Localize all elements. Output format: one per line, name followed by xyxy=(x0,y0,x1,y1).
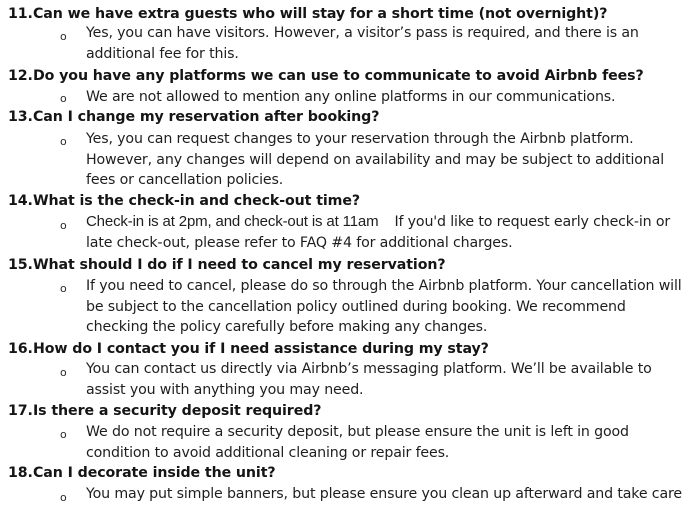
faq-answer-13 xyxy=(86,129,686,191)
answer-line: We are not allowed to mention any online platforms in our communications. xyxy=(86,89,616,105)
faq-number: 13. xyxy=(8,109,33,125)
faq-question-14 xyxy=(8,193,360,209)
answer-line: However, any changes will depend on availability and may be subject to additional xyxy=(86,151,664,168)
bullet-icon: o xyxy=(60,491,67,504)
faq-answer-17 xyxy=(86,422,686,463)
answer-line: checking the policy carefully before making any changes. xyxy=(86,319,488,335)
bullet-icon: o xyxy=(60,282,67,295)
answer-line: Yes, you can have visitors. However, a visitor’s pass is required, and there is an xyxy=(86,25,639,41)
bullet-icon: o xyxy=(60,30,67,43)
faq-number: 14. xyxy=(8,193,33,209)
faq-answer-18 xyxy=(86,484,686,505)
faq-answer-12 xyxy=(86,87,686,108)
answer-line: If you need to cancel, please do so through the Airbnb platform. Your cancellation will xyxy=(86,278,682,294)
answer-line: late check-out, please refer to FAQ #4 for additional charges. xyxy=(86,234,513,251)
answer-segment: If you'd like to request early check-in or xyxy=(394,214,671,230)
answer-line: Yes, you can request changes to your reservation through the Airbnb platform. xyxy=(86,131,634,147)
answer-line: condition to avoid additional cleaning or repair fees. xyxy=(86,444,450,461)
faq-question-text: Can I change my reservation after booking? xyxy=(33,109,380,125)
faq-answer-14 xyxy=(86,212,686,253)
bullet-icon: o xyxy=(60,219,67,232)
faq-question-12 xyxy=(8,68,644,84)
faq-question-16 xyxy=(8,341,489,357)
bullet-icon: o xyxy=(60,428,67,441)
faq-number: 11. xyxy=(8,6,33,22)
faq-question-17 xyxy=(8,403,321,419)
faq-question-text: How do I contact you if I need assistance during my stay? xyxy=(33,341,489,357)
faq-number: 15. xyxy=(8,257,33,273)
faq-question-15 xyxy=(8,257,445,273)
answer-line: You can contact us directly via Airbnb’s messaging platform. We’ll be available to xyxy=(86,361,652,377)
faq-answer-15 xyxy=(86,276,686,338)
answer-line: fees or cancellation policies. xyxy=(86,172,284,188)
faq-answer-16 xyxy=(86,359,686,400)
answer-line: be subject to the cancellation policy outlined during booking. We recommend xyxy=(86,298,626,315)
faq-question-text: Can I decorate inside the unit? xyxy=(33,465,276,481)
faq-question-text: What should I do if I need to cancel my reservation? xyxy=(33,257,446,273)
faq-number: 18. xyxy=(8,465,33,481)
bullet-icon: o xyxy=(60,135,67,148)
faq-number: 17. xyxy=(8,403,33,419)
bullet-icon: o xyxy=(60,92,67,105)
answer-segment: Check-in is at 2pm, and check-out is at 11am xyxy=(86,213,379,230)
faq-question-18 xyxy=(8,465,276,481)
faq-question-13 xyxy=(8,109,379,125)
answer-line: You may put simple banners, but please ensure you clean up afterward and take care xyxy=(86,486,682,502)
faq-question-text: Is there a security deposit required? xyxy=(33,403,322,419)
faq-question-text: Can we have extra guests who will stay for a short time (not overnight)? xyxy=(33,6,608,22)
faq-question-11 xyxy=(8,6,607,22)
bullet-icon: o xyxy=(60,366,67,379)
faq-number: 12. xyxy=(8,68,33,84)
faq-question-text: What is the check-in and check-out time? xyxy=(33,193,360,209)
faq-answer-11 xyxy=(86,23,686,64)
answer-line: We do not require a security deposit, but please ensure the unit is left in good xyxy=(86,424,629,440)
faq-question-text: Do you have any platforms we can use to communicate to avoid Airbnb fees? xyxy=(33,68,644,84)
answer-line: assist you with anything you may need. xyxy=(86,381,364,398)
faq-number: 16. xyxy=(8,341,33,357)
answer-line: additional fee for this. xyxy=(86,45,239,62)
